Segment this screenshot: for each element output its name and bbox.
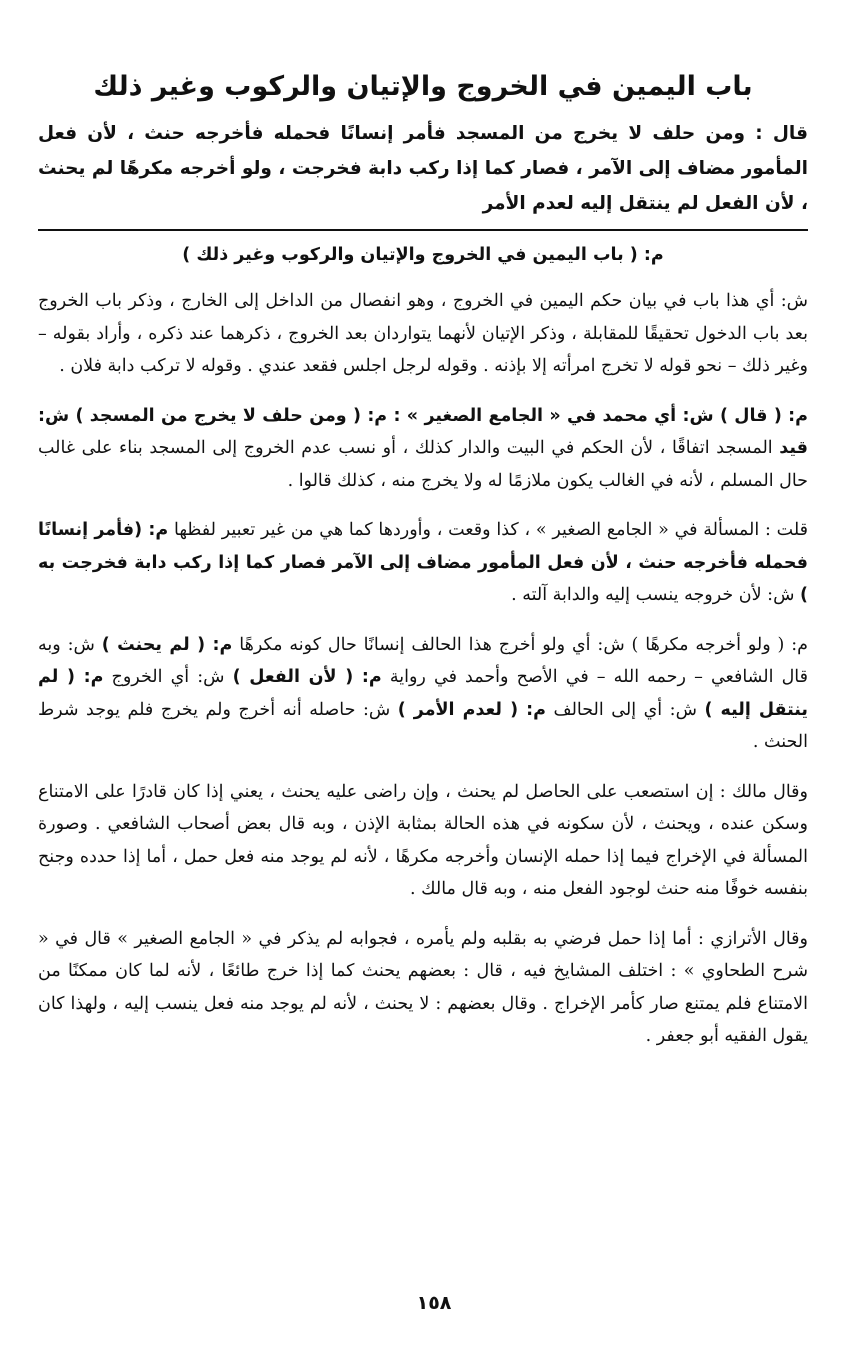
paragraph-text: ش: حاصله أنه أخرج ولم يخرج فلم يوجد شرط الحنث . [38,699,808,752]
commentary-paragraph-1: ش: أي هذا باب في بيان حكم اليمين في الخروج ، وهو انفصال من الداخل إلى الخارج ، وذكر باب الخروج بعد باب الدخول تحقيقًا للمقابلة ، وذكر الإتيان لأنهما يتواردان بعد الخروج ، ذكرهما عند ذكره ، وأراد بقوله – وغير ذلك – نحو قوله لا تخرج امرأته إلا بإذنه . وقوله لرجل اجلس فقعد عندي . وقوله لا تركب دابة فلان . [38,291,808,376]
paragraph-text: م: ( ولو أخرجه مكرهًا ) ش: أي ولو أخرج هذا الحالف إنسانًا حال كونه مكرهًا [232,634,808,655]
paragraph-text: المسجد اتفاقًا ، لأن الحكم في البيت والدار كذلك ، أو نسب عدم الخروج إلى المسجد بناء على غالب حال المسلم ، لأنه في الغالب يكون ملازمًا له ولا يخرج منه ، كذلك قالوا . [38,438,808,491]
commentary-paragraph-4 [38,629,808,759]
paragraph-text: ش: أي إلى الحالف [545,699,705,720]
page [38,62,808,1070]
quoted-matn: م: ( لم ينتقل إليه ) [38,667,809,720]
paragraph-text: قلت : المسألة في « الجامع الصغير » ، كذا وقعت ، وأوردها كما هي من غير تعبير لفظها [168,520,808,540]
paragraph-text: ش: أي الخروج [103,667,233,687]
quoted-matn: م: ( لعدم الأمر ) [397,699,546,720]
quoted-matn: م: ( لأن الفعل ) [232,667,382,687]
chapter-title: باب اليمين في الخروج والإتيان والركوب وغير ذلك [93,71,753,102]
quote-marker: م: ( قال ) ش: أي محمد في « الجامع الصغير » : [387,405,808,426]
paragraph-text: ش: وبه قال الشافعي – رحمه الله – في الأصح وأحمد في رواية [38,634,809,687]
commentary-paragraph-5: وقال مالك : إن استصعب على الحاصل لم يحنث ، وإن راضى عليه يحنث ، يعني إذا كان قادرًا على الامتناع وسكن عنده ، ويحنث ، لأن سكونه في هذه الحالة بمثابة الإذن ، وبه قال بعض أصحاب الشافعي . وصورة المسألة في الإخراج فيما إذا حمله الإنسان وأخرجه مكرهًا ، لأنه لم يوجد منه فعل حمل ، أما إذا حدده وجنح بنفسه خوفًا منه حنث لوجود الفعل منه ، وبه قال مالك . [38,781,808,899]
commentary-paragraph-3 [38,514,808,612]
matn-text: قال : ومن حلف لا يخرج من المسجد فأمر إنسانًا فحمله فأخرجه حنث ، لأن فعل المأمور مضاف إلى الآمر ، فصار كما إذا ركب دابة فخرجت ، ولو أخرجه مكرهًا لم يحنث ، لأن الفعل لم ينتقل إليه لعدم الأمر [38,123,808,214]
paragraph-text: ش: لأن خروجه ينسب إليه والدابة آلته . [511,585,800,605]
commentary-paragraph-2 [38,400,808,498]
quote-marker: م: ( ومن حلف لا يخرج من المسجد ) ش: قيد [38,405,809,458]
quoted-matn: م: ( لم يحنث ) [101,634,233,655]
commentary-heading: م: ( باب اليمين في الخروج والإتيان والركوب وغير ذلك ) [182,245,664,265]
commentary-paragraph-6: وقال الأترازي : أما إذا حمل فرضي به بقلبه ولم يأمره ، فجوابه لم يذكر في « الجامع الصغير » قال في « شرح الطحاوي » : اختلف المشايخ فيه ، قال : بعضهم يحنث كما إذا خرج طائعًا ، لأنه لما كان ممكنًا من الامتناع فلم يمتنع صار كأمر الإخراج . وقال بعضهم : لا يحنث ، لأنه لم يوجد منه فعل ينسب إليه ، ولهذا كان يقول الفقيه أبو جعفر . [38,928,808,1046]
page-number: ١٥٨ [416,1292,452,1314]
separator-rule [38,229,808,231]
quoted-matn: م: (فأمر إنسانًا فحمله فأخرجه حنث ، لأن فعل المأمور مضاف إلى الآمر فصار كما إذا ركب دابة فخرجت به ) [38,520,808,605]
